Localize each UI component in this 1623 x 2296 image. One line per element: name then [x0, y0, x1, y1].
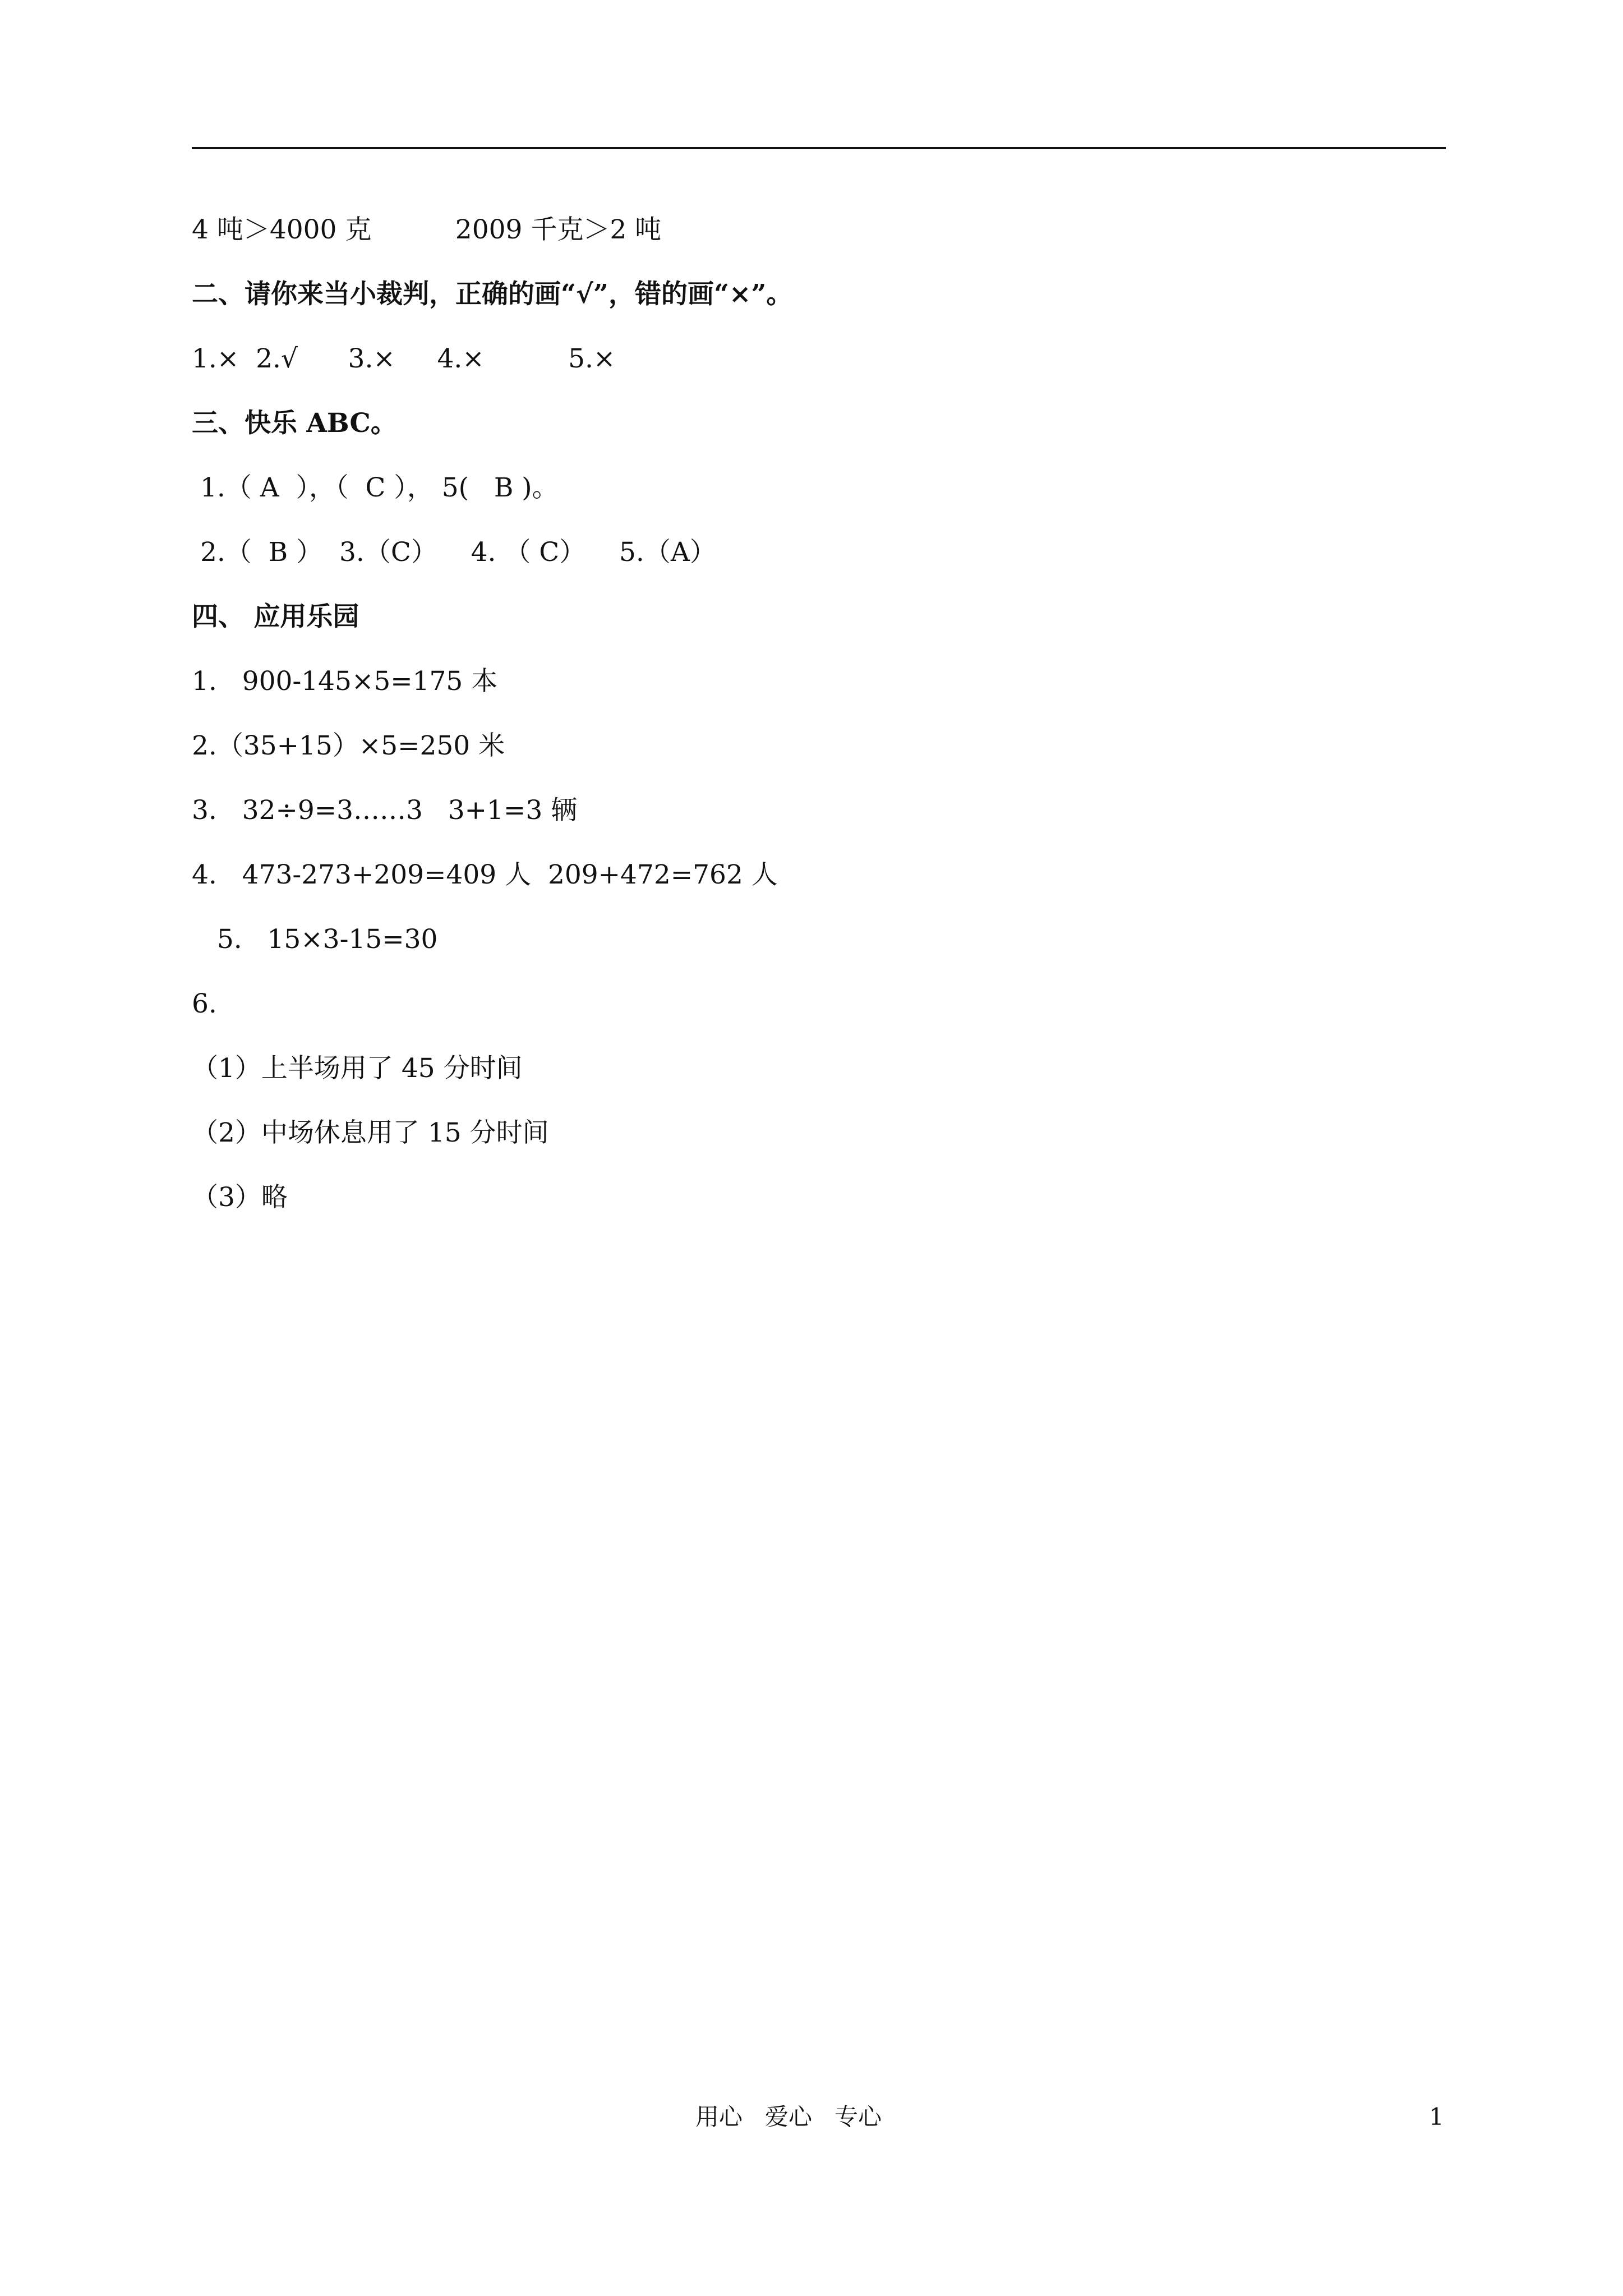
answer-line-choice-1: 1.（ A ），（ C ）， 5( B )。 — [192, 472, 559, 503]
answer-line-application-1: 1. 900-145×5=175 本 — [192, 666, 498, 697]
answer-line-application-3: 3. 32÷9=3……3 3+1=3 辆 — [192, 795, 578, 826]
page-number: 1 — [1429, 2103, 1444, 2131]
section-heading-3: 三、快乐 ABC。 — [192, 408, 397, 439]
answer-line-6-part-1: （1）上半场用了 45 分时间 — [192, 1053, 523, 1084]
answer-line-application-4: 4. 473-273+209=409 人 209+472=762 人 — [192, 859, 778, 890]
answer-line-application-6: 6. — [192, 988, 217, 1019]
answer-line-application-2: 2.（35+15）×5=250 米 — [192, 730, 505, 761]
answer-line-6-part-2: （2）中场休息用了 15 分时间 — [192, 1117, 549, 1148]
answer-line-conversions: 4 吨＞4000 克 2009 千克＞2 吨 — [192, 214, 662, 245]
header-rule — [192, 147, 1446, 149]
answer-line-choice-2: 2.（ B ） 3.（C） 4. （ C） 5.（A） — [192, 537, 716, 568]
answer-line-6-part-3: （3）略 — [192, 1182, 288, 1213]
answer-line-judgement: 1.× 2.√ 3.× 4.× 5.× — [192, 343, 616, 374]
section-heading-4: 四、 应用乐园 — [192, 601, 359, 632]
section-heading-2: 二、请你来当小裁判，正确的画“√”，错的画“×”。 — [192, 279, 793, 310]
answer-line-application-5: 5. 15×3-15=30 — [192, 924, 438, 955]
footer-motto: 用心 爱心 专心 — [695, 2103, 882, 2131]
